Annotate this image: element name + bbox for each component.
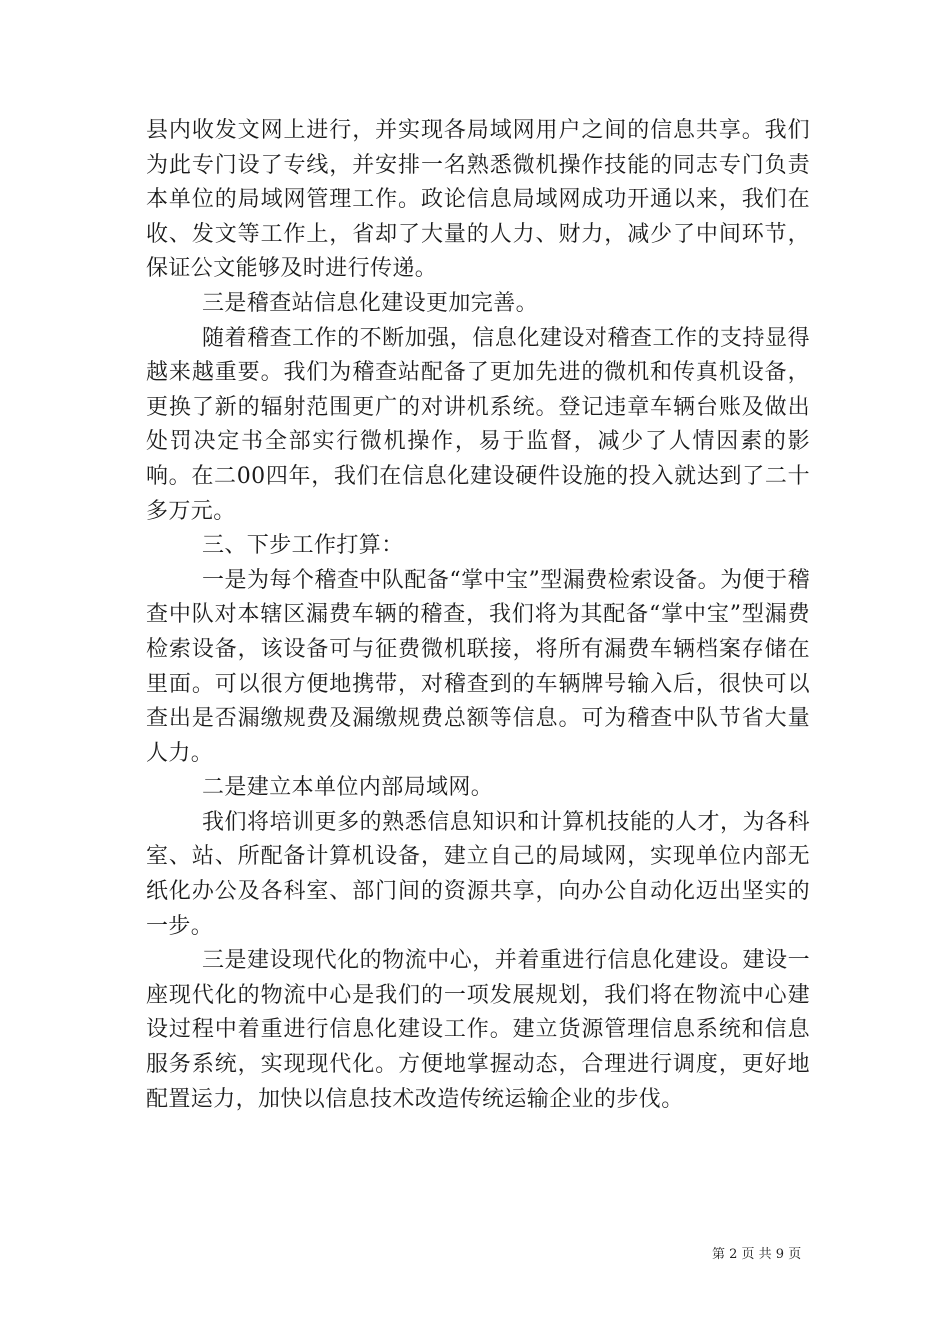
paragraph-internal-lan: 我们将培训更多的熟悉信息知识和计算机技能的人才，为各科室、站、所配备计算机设备，建立自己的局域网，实现单位内部无纸化办公及各科室、部门间的资源共享，向办公自动化迈出坚实的一步。 [146, 809, 810, 939]
section-heading-next-steps: 三、下步工作打算： [202, 533, 404, 559]
page-number: 第 2 页 共 9 页 [712, 1247, 802, 1262]
paragraph-continuation: 县内收发文网上进行，并实现各局域网用户之间的信息共享。我们为此专门设了专线，并安排一名熟悉微机操作技能的同志专门负责本单位的局域网管理工作。政论信息局域网成功开通以来，我们在收、发文等工作上，省却了大量的人力、财力，减少了中间环节，保证公文能够及时进行传递。 [146, 118, 810, 282]
document-body [146, 114, 810, 1117]
paragraph-handheld-device: 一是为每个稽查中队配备“掌中宝”型漏费检索设备。为便于稽查中队对本辖区漏费车辆的稽查，我们将为其配备“掌中宝”型漏费检索设备，该设备可与征费微机联接，将所有漏费车辆档案存储在里面。可以很方便地携带，对稽查到的车辆牌号输入后，很快可以查出是否漏缴规费及漏缴规费总额等信息。可为稽查中队节省大量人力。 [146, 567, 810, 766]
paragraph-inspection-station: 随着稽查工作的不断加强，信息化建设对稽查工作的支持显得越来越重要。我们为稽查站配备了更加先进的微机和传真机设备，更换了新的辐射范围更广的对讲机系统。登记违章车辆台账及做出处罚决定书全部实行微机操作，易于监督，减少了人情因素的影响。在二00四年，我们在信息化建设硬件设施的投入就达到了二十多万元。 [146, 325, 810, 524]
paragraph-heading-inspection-station: 三是稽查站信息化建设更加完善。 [202, 290, 539, 316]
paragraph-logistics-center: 三是建设现代化的物流中心，并着重进行信息化建设。建设一座现代化的物流中心是我们的一项发展规划，我们将在物流中心建设过程中着重进行信息化建设工作。建立货源管理信息系统和信息服务系统，实现现代化。方便地掌握动态，合理进行调度，更好地配置运力，加快以信息技术改造传统运输企业的步伐。 [146, 948, 810, 1112]
paragraph-heading-internal-lan: 二是建立本单位内部局域网。 [202, 775, 494, 801]
